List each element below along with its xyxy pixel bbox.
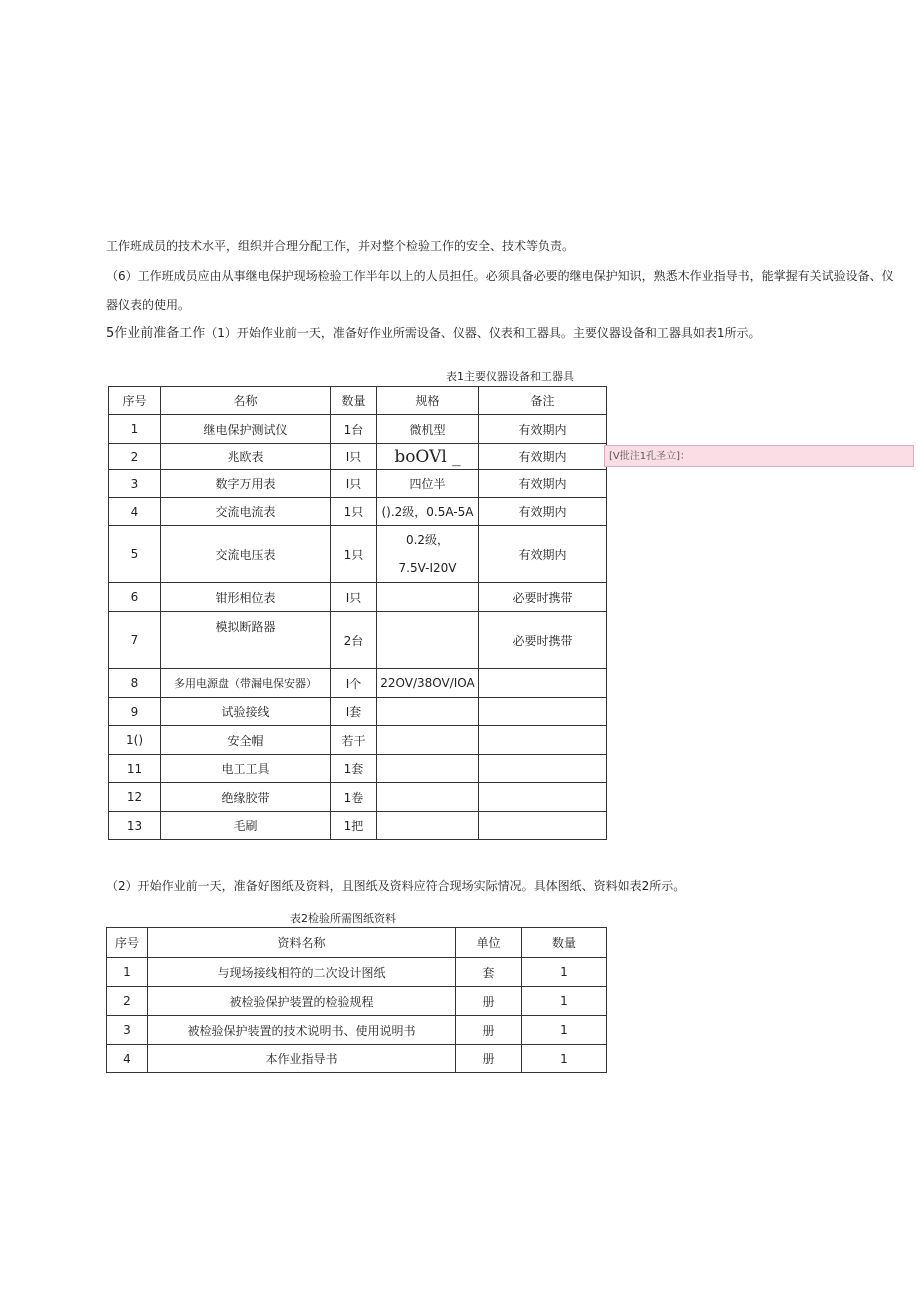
table-cell: 1台 <box>331 415 377 444</box>
table-cell: 模拟断路器 <box>161 612 331 669</box>
table-cell: 必要时携带 <box>479 612 607 669</box>
header-cell: 数量 <box>331 387 377 415</box>
table-row <box>109 498 607 526</box>
table-cell: 11 <box>109 755 161 783</box>
paragraph-team-qualification-cont: 器仪表的使用。 <box>106 298 191 312</box>
table-cell: 5 <box>109 526 161 583</box>
table-cell: 册 <box>456 1016 522 1045</box>
table-cell: I只 <box>331 470 377 498</box>
table-cell: 多用电源盘（带漏电保安器） <box>161 669 331 698</box>
header-cell: 备注 <box>479 387 607 415</box>
table-cell: 交流电压表 <box>161 526 331 583</box>
table-cell: 兆欧表 <box>161 444 331 470</box>
table-cell: 1只 <box>331 498 377 526</box>
table-cell: 有效期内 <box>479 498 607 526</box>
table-cell: 1 <box>522 958 607 987</box>
table-row <box>109 415 607 444</box>
table-cell: 数字万用表 <box>161 470 331 498</box>
preparation-text: （1）开始作业前一天，准备好作业所需设备、仪器、仪表和工器具。主要仪器设备和工器具如表1所示。 <box>205 326 761 340</box>
table-cell: 8 <box>109 669 161 698</box>
table-row <box>107 1016 607 1045</box>
table-cell: 与现场接线相符的二次设计图纸 <box>148 958 456 987</box>
table-cell <box>479 755 607 783</box>
table-cell: 必要时携带 <box>479 583 607 612</box>
table-cell: 4 <box>107 1045 148 1073</box>
table-cell: 1() <box>109 726 161 755</box>
table-row <box>107 987 607 1016</box>
table1-caption: 表1主要仪器设备和工器具 <box>446 370 574 383</box>
header-cell: 名称 <box>161 387 331 415</box>
table-cell <box>377 726 479 755</box>
table-row <box>109 444 607 470</box>
table-cell: 1 <box>522 1016 607 1045</box>
table-cell: I套 <box>331 698 377 726</box>
table-header-row <box>107 928 607 958</box>
header-cell: 单位 <box>456 928 522 958</box>
table-cell: 套 <box>456 958 522 987</box>
table-cell: 6 <box>109 583 161 612</box>
table-row <box>109 470 607 498</box>
table-cell: 试验接线 <box>161 698 331 726</box>
header-cell: 序号 <box>109 387 161 415</box>
table-cell: ().2级，0.5A-5A <box>377 498 479 526</box>
table-cell <box>479 698 607 726</box>
table2-caption: 表2检验所需图纸资料 <box>290 912 396 925</box>
table-cell: 0.2级， 7.5V-I20V <box>377 526 479 583</box>
table-cell: 被检验保护装置的检验规程 <box>148 987 456 1016</box>
paragraph-drawings: （2）开始作业前一天，准备好图纸及资料，且图纸及资料应符合现场实际情况。具体图纸、资料如表2所示。 <box>106 879 686 893</box>
table-header-row <box>109 387 607 415</box>
table-cell: 毛刷 <box>161 812 331 840</box>
table-cell: 22OV/38OV/IOA <box>377 669 479 698</box>
table-cell: 微机型 <box>377 415 479 444</box>
table-cell: 3 <box>107 1016 148 1045</box>
table-cell: 1 <box>522 1045 607 1073</box>
table-cell: 1套 <box>331 755 377 783</box>
table-cell: I只 <box>331 444 377 470</box>
table-cell <box>377 783 479 812</box>
table-cell: 1 <box>109 415 161 444</box>
paragraph-team-qualification: （6）工作班成员应由从事继电保护现场检验工作半年以上的人员担任。必须具备必要的继电保护知识，熟悉木作业指导书，能掌握有关试验设备、仪 <box>106 269 894 283</box>
table-cell: 2台 <box>331 612 377 669</box>
table-row <box>109 669 607 698</box>
table-row <box>107 958 607 987</box>
table-row <box>109 583 607 612</box>
table-row <box>109 726 607 755</box>
table-cell: 册 <box>456 987 522 1016</box>
header-cell: 数量 <box>522 928 607 958</box>
table-cell: I只 <box>331 583 377 612</box>
table-cell: 若干 <box>331 726 377 755</box>
section-heading: 5作业前准备工作 <box>106 326 206 341</box>
review-comment-balloon[interactable]: [V批注1孔圣立]： <box>604 445 914 467</box>
table-cell: 2 <box>109 444 161 470</box>
equipment-table <box>108 386 607 840</box>
table-cell: I个 <box>331 669 377 698</box>
table-cell: 1卷 <box>331 783 377 812</box>
table-cell <box>479 812 607 840</box>
table-cell: 4 <box>109 498 161 526</box>
table-row <box>109 612 607 669</box>
table-cell: 被检验保护装置的技术说明书、使用说明书 <box>148 1016 456 1045</box>
table-cell: 1只 <box>331 526 377 583</box>
table-cell <box>377 698 479 726</box>
table-cell: 有效期内 <box>479 526 607 583</box>
table-cell: 本作业指导书 <box>148 1045 456 1073</box>
paragraph-team-responsibility: 工作班成员的技术水平，组织并合理分配工作，并对整个检验工作的安全、技术等负责。 <box>106 239 575 253</box>
table-cell: 钳形相位表 <box>161 583 331 612</box>
table-cell <box>377 583 479 612</box>
table-cell: 电工工具 <box>161 755 331 783</box>
table-row <box>109 755 607 783</box>
table-cell: 继电保护测试仪 <box>161 415 331 444</box>
table-cell <box>479 669 607 698</box>
table-cell: 13 <box>109 812 161 840</box>
table-cell: 12 <box>109 783 161 812</box>
table-cell: 册 <box>456 1045 522 1073</box>
table-cell <box>479 783 607 812</box>
table-cell: 有效期内 <box>479 470 607 498</box>
table-row <box>109 812 607 840</box>
table-cell <box>377 812 479 840</box>
header-cell: 序号 <box>107 928 148 958</box>
documents-table <box>106 927 607 1073</box>
table-cell: 1把 <box>331 812 377 840</box>
table-cell: 交流电流表 <box>161 498 331 526</box>
table-row <box>109 698 607 726</box>
table-cell: 3 <box>109 470 161 498</box>
header-cell: 规格 <box>377 387 479 415</box>
paragraph-preparation <box>106 325 916 342</box>
table-cell: 有效期内 <box>479 415 607 444</box>
table-cell: 绝缘胶带 <box>161 783 331 812</box>
table-row <box>107 1045 607 1073</box>
table-cell: 1 <box>522 987 607 1016</box>
table-cell <box>377 612 479 669</box>
table-cell <box>479 726 607 755</box>
header-cell: 资料名称 <box>148 928 456 958</box>
table-cell: 7 <box>109 612 161 669</box>
table-cell: boOVl _ <box>377 444 479 470</box>
table-cell: 1 <box>107 958 148 987</box>
table-cell: 安全帽 <box>161 726 331 755</box>
table-row <box>109 526 607 583</box>
table-cell: 有效期内 <box>479 444 607 470</box>
table-cell: 2 <box>107 987 148 1016</box>
table-cell: 四位半 <box>377 470 479 498</box>
table-cell <box>377 755 479 783</box>
table-row <box>109 783 607 812</box>
table-cell: 9 <box>109 698 161 726</box>
